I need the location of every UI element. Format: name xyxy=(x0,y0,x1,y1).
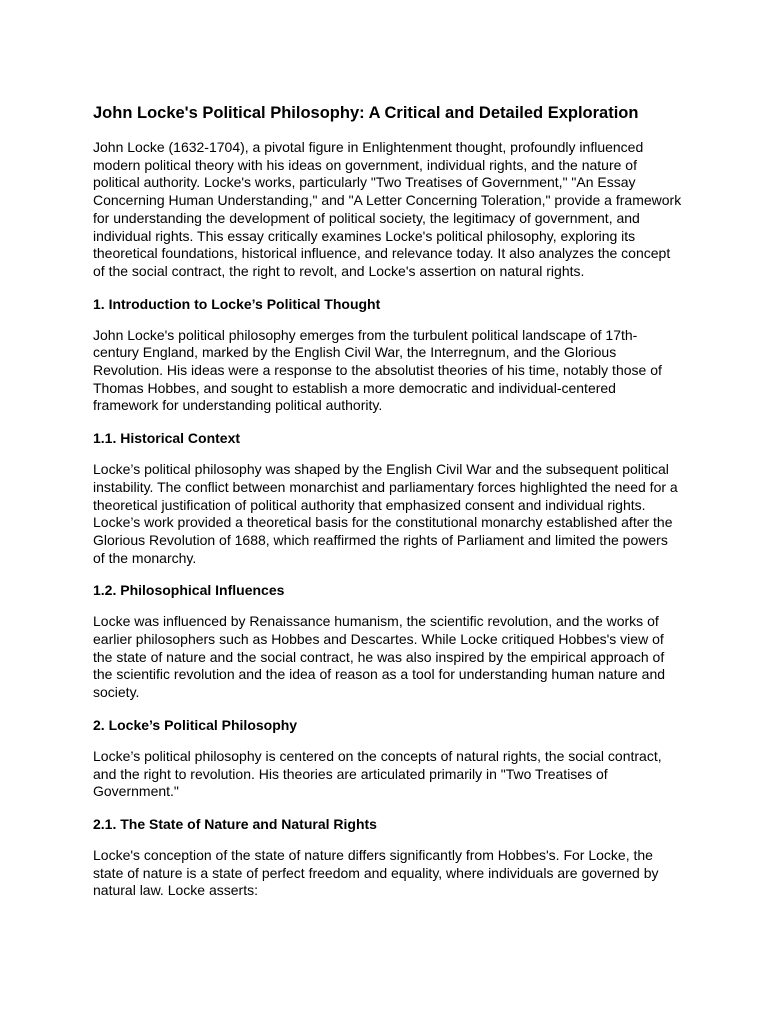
intro-paragraph: John Locke (1632-1704), a pivotal figure in Enlightenment thought, profoundly influenced modern political theory with his ideas on government, individual rights, and the nature of political authority. Locke's works, particularly "Two Treatises of Government," "An Essay Concerning Human Understanding," and "A Letter Concerning Toleration," provide a framework for understanding the development of political society, the legitimacy of government, and individual rights. This essay critically examines Locke's political philosophy, exploring its theoretical foundations, historical influence, and relevance today. It also analyzes the concept of the social contract, the right to revolt, and Locke's assertion on natural rights. xyxy=(93,139,682,279)
section-1-paragraph: John Locke's political philosophy emerges from the turbulent political landscape of 17th-century England, marked by the English Civil War, the Interregnum, and the Glorious Revolution. His ideas were a response to the absolutist theories of his time, notably those of Thomas Hobbes, and sought to establish a more democratic and individual-centered framework for understanding political authority. xyxy=(93,326,662,414)
section-heading-1-1: 1.1. Historical Context xyxy=(93,430,241,447)
section-2-paragraph: Locke’s political philosophy is centered on the concepts of natural rights, the social contract, and the right to revolution. His theories are articulated primarily in "Two Treatises of Government." xyxy=(93,747,662,800)
section-1-1-paragraph: Locke’s political philosophy was shaped by the English Civil War and the subsequent political instability. The conflict between monarchist and parliamentary forces highlighted the need for a theoretical justification of political authority that emphasized consent and individual rights. Locke’s work provided a theoretical basis for the constitutional monarchy established after the Glorious Revolution of 1688, which reaffirmed the rights of Parliament and limited the powers of the monarchy. xyxy=(93,461,678,566)
section-2-1-paragraph: Locke's conception of the state of nature differs significantly from Hobbes's. For Locke, the state of nature is a state of perfect freedom and equality, where individuals are governed by natural law. Locke asserts: xyxy=(93,846,659,899)
section-heading-2: 2. Locke’s Political Philosophy xyxy=(93,716,298,733)
document-page xyxy=(93,102,683,914)
section-heading-1: 1. Introduction to Locke’s Political Thought xyxy=(93,295,381,312)
section-heading-2-1: 2.1. The State of Nature and Natural Rights xyxy=(93,815,377,832)
document-title: John Locke's Political Philosophy: A Critical and Detailed Exploration xyxy=(93,104,639,122)
section-1-2-paragraph: Locke was influenced by Renaissance humanism, the scientific revolution, and the works of earlier philosophers such as Hobbes and Descartes. While Locke critiqued Hobbes's view of the state of nature and the social contract, he was also inspired by the empirical approach of the scientific revolution and the idea of reason as a tool for understanding human nature and society. xyxy=(93,613,666,701)
section-heading-1-2: 1.2. Philosophical Influences xyxy=(93,582,285,599)
